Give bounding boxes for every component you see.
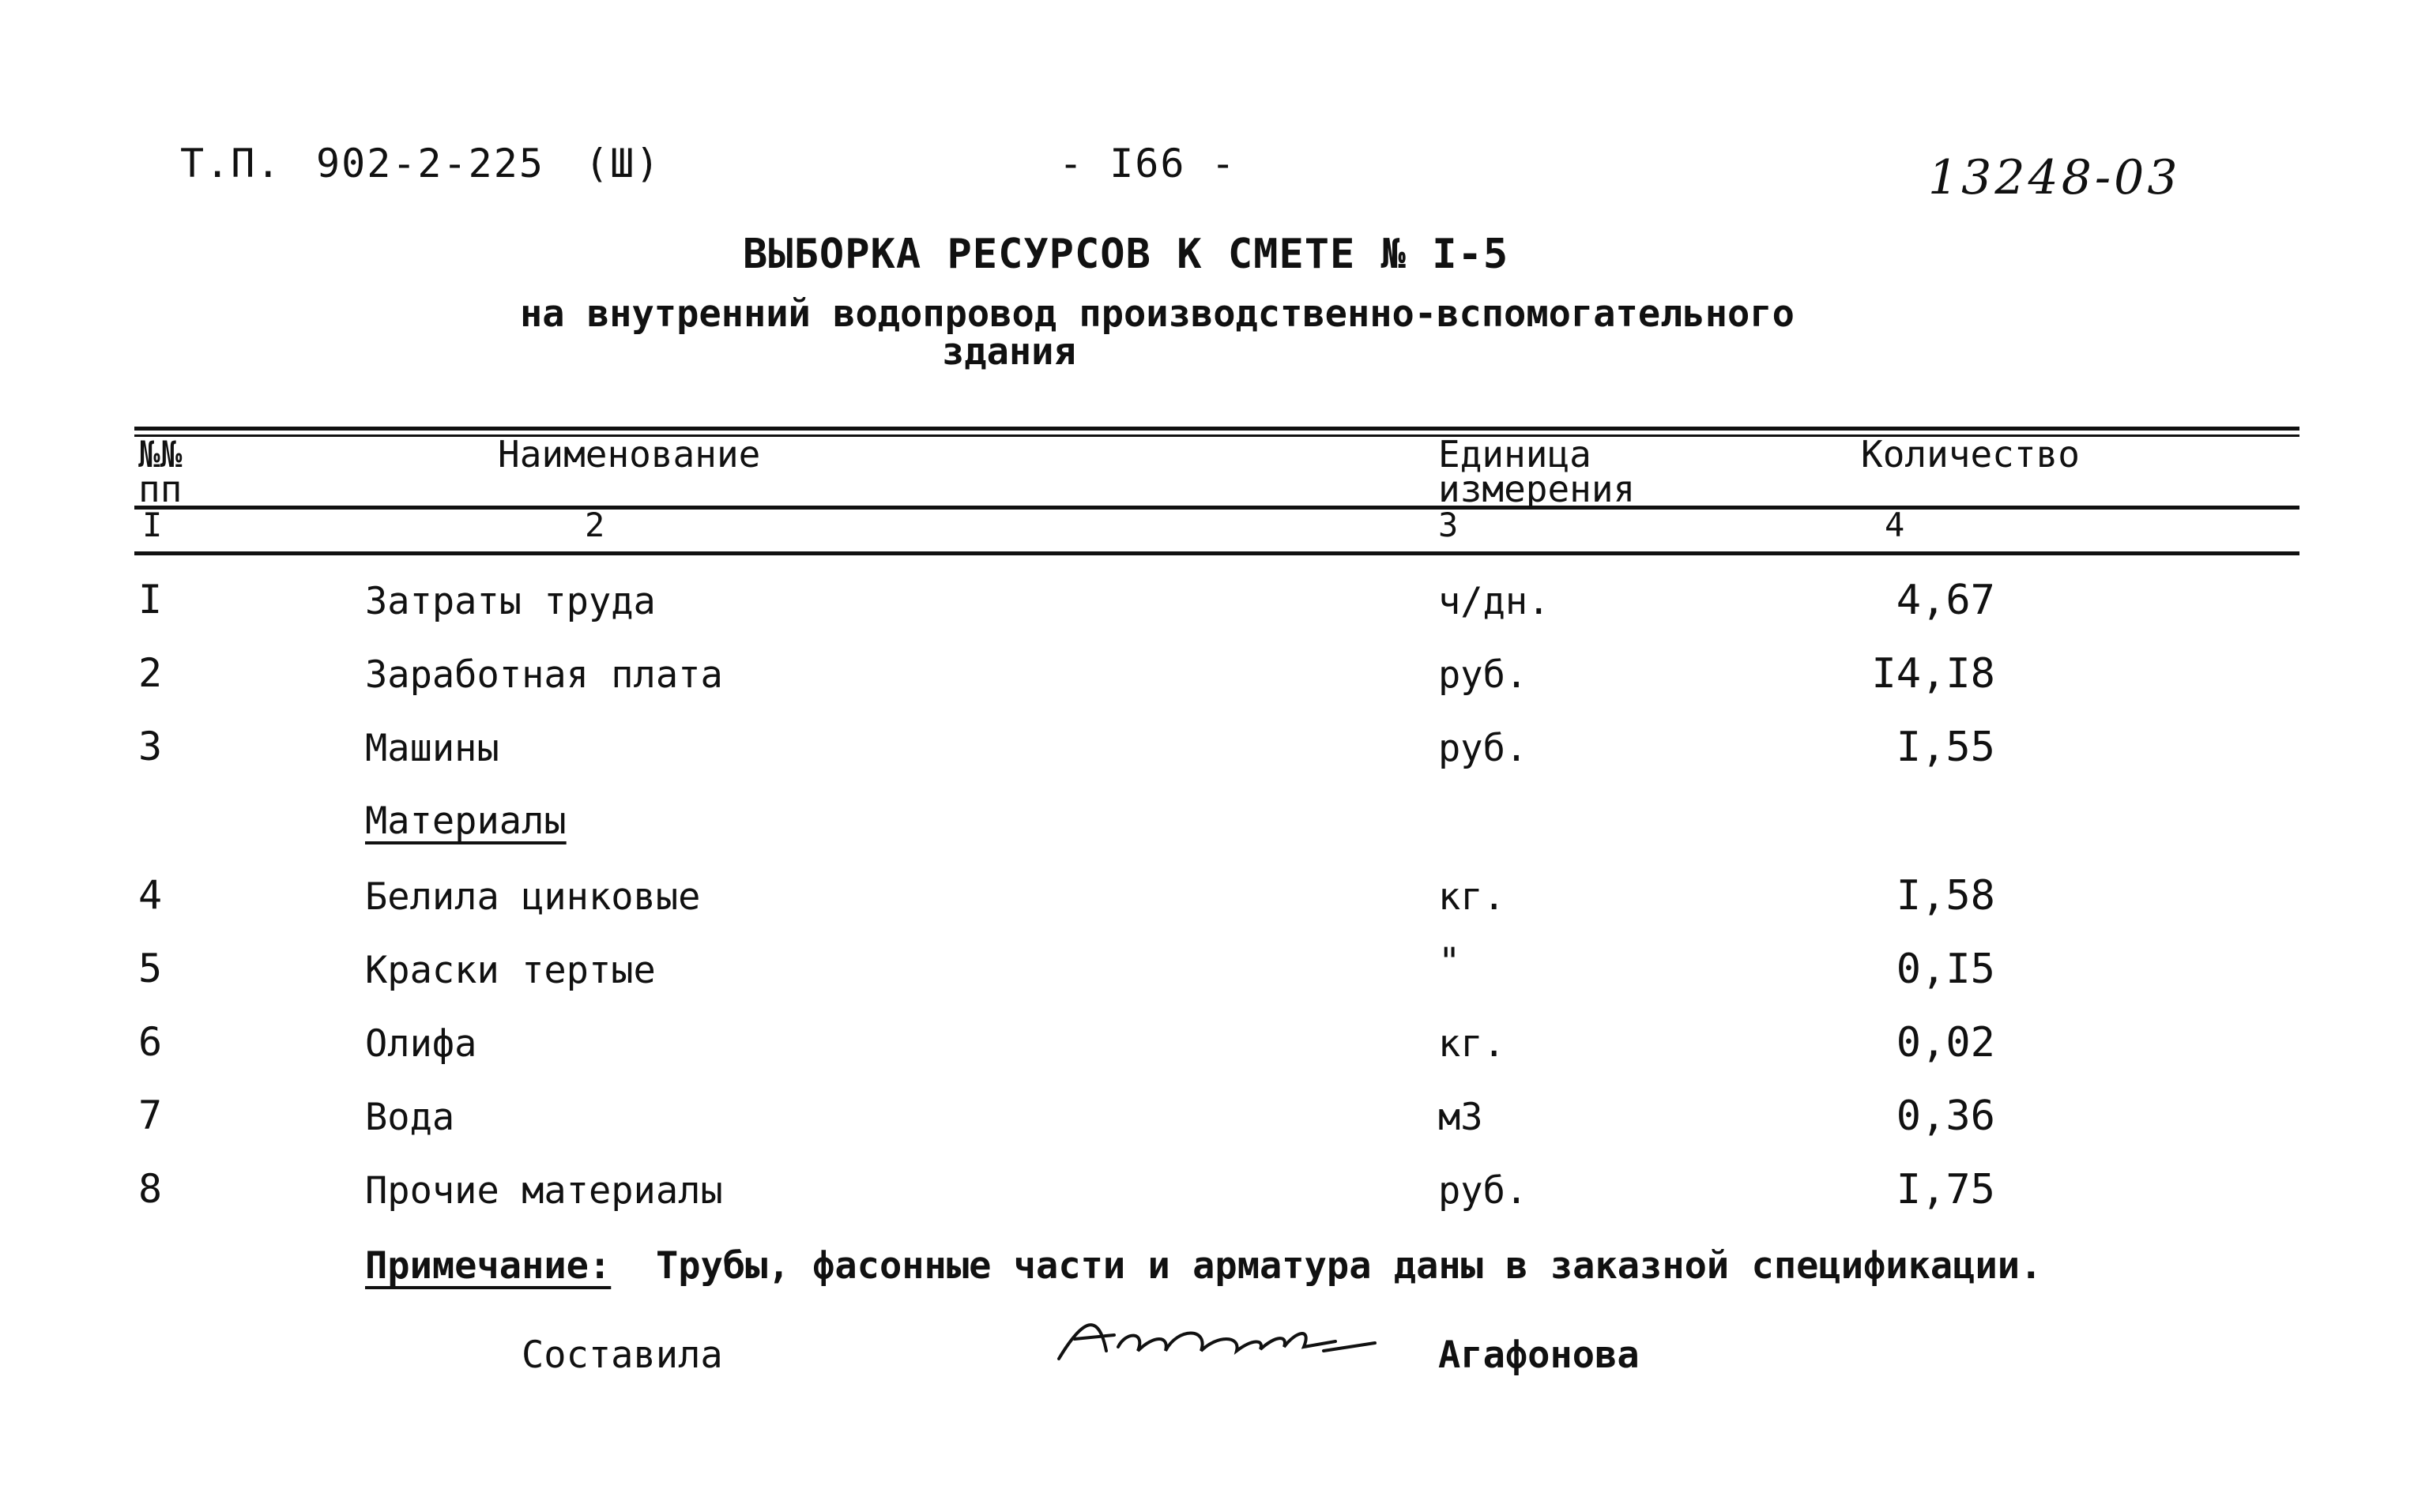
row-num: 2 <box>138 650 163 696</box>
row-qty: I,75 <box>1896 1166 1995 1213</box>
row-unit: руб. <box>1438 653 1528 697</box>
section-materials-label: Материалы <box>365 799 567 843</box>
row-num: I <box>138 577 163 622</box>
row-qty: I,58 <box>1896 872 1995 920</box>
page-number: - I66 - <box>1059 141 1237 186</box>
col-unit-header: Единица <box>1438 433 1591 476</box>
col-qty-header: Количество <box>1861 433 2080 476</box>
row-name: Прочие материалы <box>365 1169 723 1213</box>
row-unit: кг. <box>1438 1022 1505 1066</box>
col-name-header: Наименование <box>498 433 761 476</box>
row-name: Затраты труда <box>365 580 656 623</box>
doc-title: ВЫБОРКА РЕСУРСОВ К СМЕТЕ № I-5 <box>743 231 1509 278</box>
row-unit: ч/дн. <box>1438 580 1550 623</box>
row-num: 5 <box>138 946 163 991</box>
row-qty: 4,67 <box>1896 577 1995 624</box>
row-name: Краски тертые <box>365 949 656 992</box>
table-top-rule <box>134 427 2299 431</box>
row-num: 8 <box>138 1166 163 1212</box>
row-qty: 0,36 <box>1896 1093 1995 1140</box>
row-name: Вода <box>365 1096 455 1139</box>
row-name: Олифа <box>365 1022 477 1066</box>
row-name: Машины <box>365 727 499 770</box>
row-unit: руб. <box>1438 1169 1528 1213</box>
col-num-header-sub: пп <box>138 468 183 510</box>
handwritten-code: 13248-03 <box>1928 150 2181 205</box>
colnum-divider-rule <box>134 551 2299 555</box>
row-unit: кг. <box>1438 875 1505 919</box>
row-unit: руб. <box>1438 727 1528 770</box>
row-qty: I4,I8 <box>1871 650 1995 698</box>
row-num: 7 <box>138 1093 163 1138</box>
col-number-2: 2 <box>585 506 605 544</box>
doc-part: (Ш) <box>585 141 661 186</box>
doc-subtitle: на внутренний водопровод производственно-вспомогательного <box>520 292 1795 336</box>
row-unit: " <box>1438 940 1461 984</box>
col-unit-header-sub: измерения <box>1438 468 1636 510</box>
row-qty: I,55 <box>1896 724 1995 771</box>
row-name: Белила цинковые <box>365 875 701 919</box>
header-divider-rule <box>134 506 2299 510</box>
row-num: 6 <box>138 1019 163 1065</box>
doc-ref: Т.П. <box>180 141 282 186</box>
row-name: Заработная плата <box>365 653 723 697</box>
row-qty: 0,I5 <box>1896 946 1995 993</box>
row-unit: м3 <box>1438 1096 1483 1139</box>
row-num: 3 <box>138 724 163 769</box>
note-label: Примечание: <box>365 1244 612 1288</box>
col-number-1: I <box>142 506 163 544</box>
col-num-header: №№ <box>138 433 183 476</box>
col-number-3: 3 <box>1438 506 1459 544</box>
col-number-4: 4 <box>1885 506 1905 544</box>
doc-subtitle-cont: здания <box>942 330 1076 374</box>
compiler-name: Агафонова <box>1438 1333 1640 1377</box>
compiled-by-label: Составила <box>522 1333 723 1377</box>
doc-number: 902-2-225 <box>316 141 544 186</box>
row-num: 4 <box>138 872 163 918</box>
handwritten-signature <box>1051 1303 1383 1375</box>
note-text: Трубы, фасонные части и арматура даны в заказной спецификации. <box>656 1244 2043 1288</box>
row-qty: 0,02 <box>1896 1019 1995 1066</box>
